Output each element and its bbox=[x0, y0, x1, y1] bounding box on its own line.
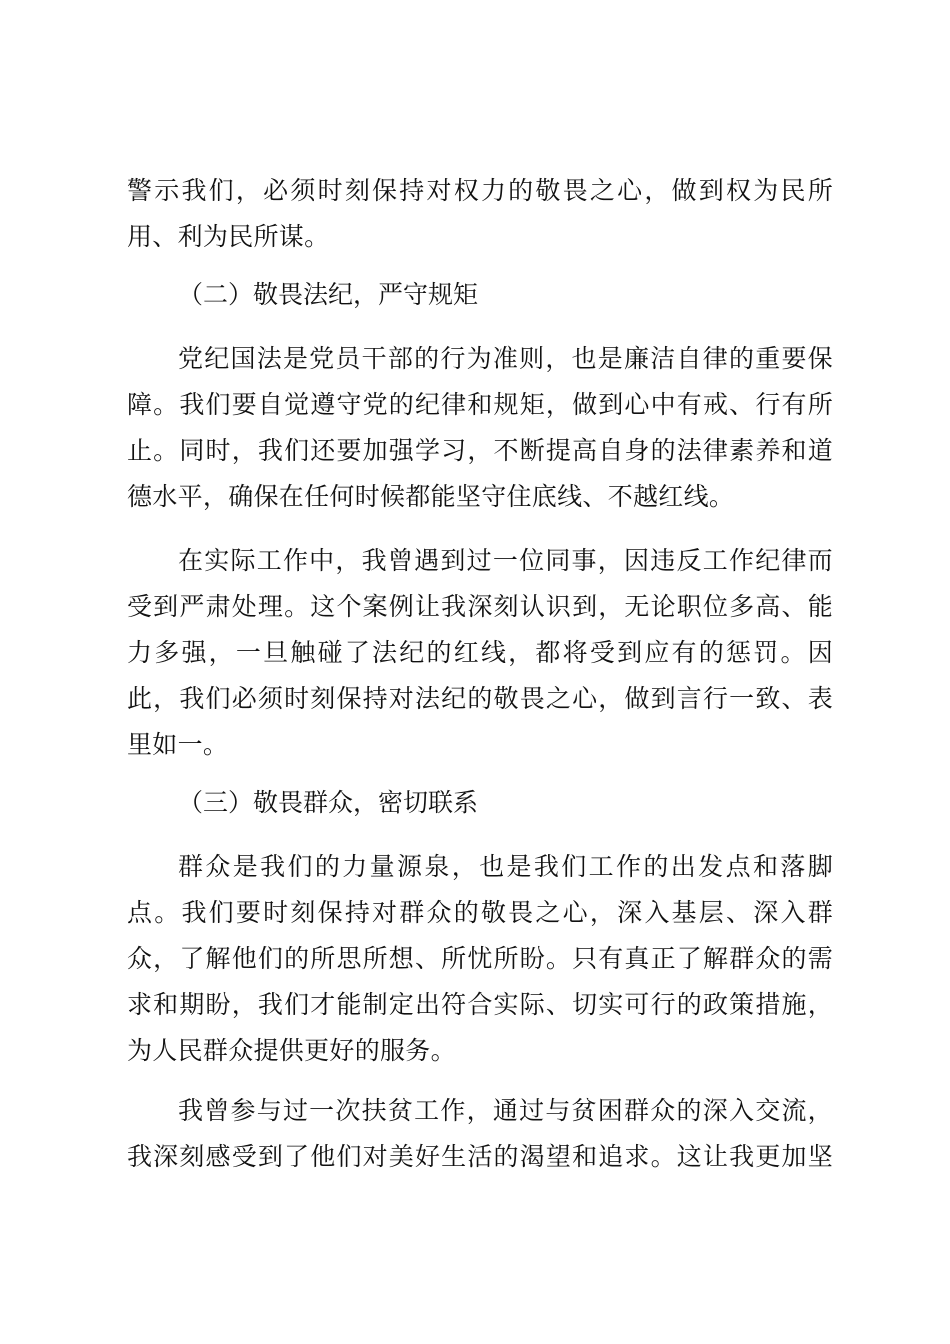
text-line: 众，了解他们的所思所想、所忧所盼。只有真正了解群众的需 bbox=[127, 944, 833, 973]
paragraph-poverty bbox=[127, 1088, 833, 1180]
section-heading-2: （二）敬畏法纪，严守规矩 bbox=[178, 280, 479, 309]
text-line: 里如一。 bbox=[127, 730, 229, 759]
text-line: 群众是我们的力量源泉，也是我们工作的出发点和落脚 bbox=[178, 852, 833, 881]
paragraph-discipline bbox=[127, 336, 833, 520]
paragraph-case bbox=[127, 538, 833, 768]
text-line: 求和期盼，我们才能制定出符合实际、切实可行的政策措施， bbox=[127, 990, 833, 1019]
paragraph-continuation bbox=[127, 168, 833, 260]
text-line: 点。我们要时刻保持对群众的敬畏之心，深入基层、深入群 bbox=[127, 898, 833, 927]
text-line: 警示我们，必须时刻保持对权力的敬畏之心，做到权为民所 bbox=[127, 176, 833, 205]
text-line: 我曾参与过一次扶贫工作，通过与贫困群众的深入交流， bbox=[178, 1096, 833, 1125]
paragraph-masses bbox=[127, 844, 833, 1074]
text-line: 障。我们要自觉遵守党的纪律和规矩，做到心中有戒、行有所 bbox=[127, 390, 833, 419]
text-line: 党纪国法是党员干部的行为准则，也是廉洁自律的重要保 bbox=[178, 344, 833, 373]
text-line: 德水平，确保在任何时候都能坚守住底线、不越红线。 bbox=[127, 482, 735, 511]
text-line: 此，我们必须时刻保持对法纪的敬畏之心，做到言行一致、表 bbox=[127, 684, 833, 713]
document-body bbox=[127, 168, 833, 1180]
text-line: 受到严肃处理。这个案例让我深刻认识到，无论职位多高、能 bbox=[127, 592, 833, 621]
text-line: 在实际工作中，我曾遇到过一位同事，因违反工作纪律而 bbox=[178, 546, 833, 575]
text-line: 为人民群众提供更好的服务。 bbox=[127, 1036, 456, 1065]
text-line: 力多强，一旦触碰了法纪的红线，都将受到应有的惩罚。因 bbox=[127, 638, 833, 667]
text-line: 止。同时，我们还要加强学习，不断提高自身的法律素养和道 bbox=[127, 436, 833, 465]
text-line: 我深刻感受到了他们对美好生活的渴望和追求。这让我更加坚 bbox=[127, 1142, 833, 1171]
section-heading-3: （三）敬畏群众，密切联系 bbox=[178, 788, 479, 817]
text-line: 用、利为民所谋。 bbox=[127, 222, 330, 251]
